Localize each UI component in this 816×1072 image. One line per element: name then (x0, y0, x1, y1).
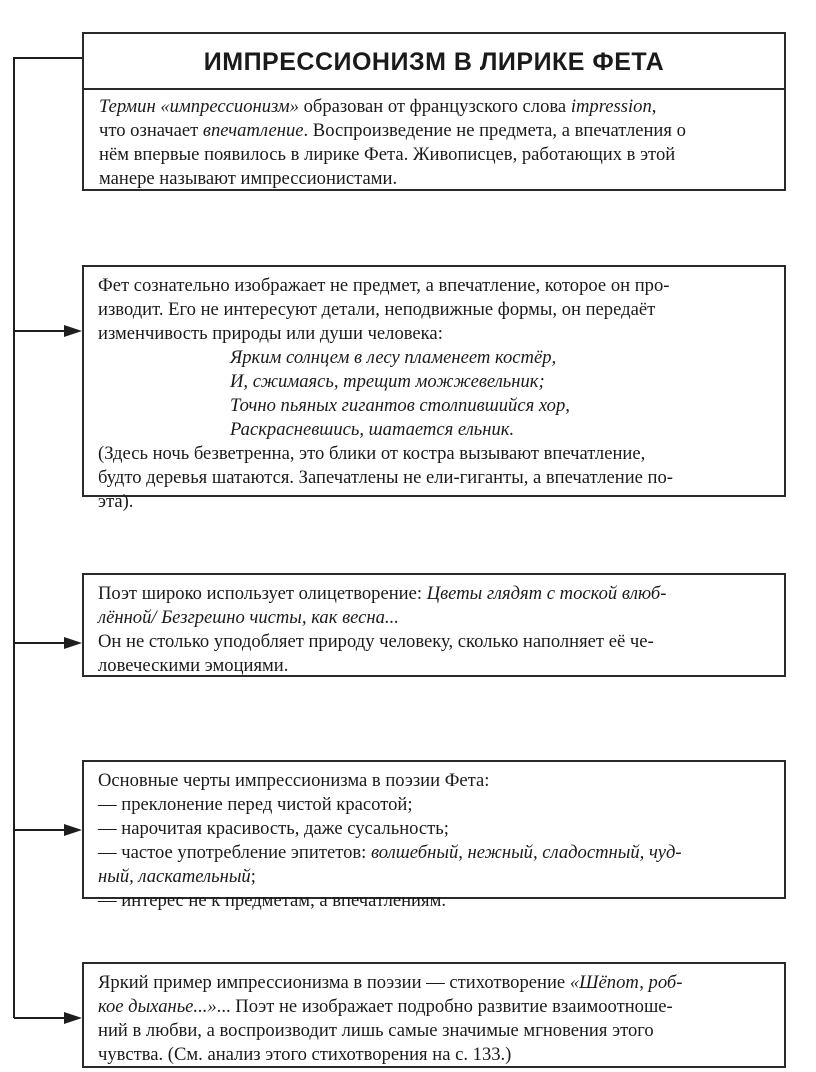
poem-quote (98, 346, 771, 442)
epithets-semicolon: ; (250, 866, 256, 887)
poem-title-1: «Шёпот, роб- (569, 972, 683, 993)
feature-item-4: — интерес не к предметам, а впечатлениям. (98, 890, 446, 911)
trunk-line (14, 58, 82, 1018)
b4-line-2 (98, 995, 771, 1019)
intro-line-4: манере называют импрессионистами. (99, 168, 398, 189)
intro-comma: , (651, 96, 657, 117)
term-italic: Термин «импрессионизм» (99, 96, 299, 117)
feature-item-1: — преклонение перед чистой красотой; (98, 794, 413, 815)
meaning-italic: впечатление (202, 120, 304, 141)
b4-text-2: ... Поэт не изображает подробно развитие взаимоотноше- (216, 996, 673, 1017)
b1-line-4: (Здесь ночь безветренна, это блики от костра вызывают впечатление, (98, 443, 646, 464)
b2-line-2 (98, 606, 771, 630)
b4-line-4: чувства. (См. анализ этого стихотворения на с. 133.) (98, 1044, 512, 1065)
epithets-1: волшебный, нежный, сладостный, чуд- (370, 842, 682, 863)
poem-line-2: И, сжимаясь, трещит можжевельник; (230, 371, 545, 392)
arrow-head-4 (64, 1012, 82, 1024)
arrow-head-2 (64, 637, 82, 649)
block-personification-text (84, 575, 784, 678)
intro-text-1: образован от французского слова (298, 96, 571, 117)
b2-line-3: Он не столько уподобляет природу человеку, сколько наполняет её че- (98, 631, 654, 652)
feature-item-3-text: — частое употребление эпитетов: (98, 842, 371, 863)
intro-line-3: нём впервые появилось в лирике Фета. Живописцев, работающих в этой (99, 144, 676, 165)
b4-line-3: ний в любви, а воспроизводит лишь самые значимые мгновения этого (98, 1020, 654, 1041)
poem-title-2: кое дыханье...» (98, 996, 217, 1017)
feature-item-3 (98, 841, 771, 865)
b1-line-2: изводит. Его не интересуют детали, неподвижные формы, он передаёт (98, 299, 656, 320)
impression-word: impression (570, 96, 652, 117)
block-personification (82, 573, 786, 677)
intro-text-3: что означает (99, 120, 203, 141)
feature-item-2: — нарочитая красивость, даже сусальность; (98, 818, 449, 839)
block-example (82, 962, 786, 1068)
b2-quote-2: лённой/ Безгрешно чисты, как весна... (98, 607, 399, 628)
b1-line-1: Фет сознательно изображает не предмет, а впечатление, которое он про- (98, 275, 670, 296)
block-example-text (84, 964, 784, 1067)
b1-line-5: будто деревья шатаются. Запечатлены не ели-гиганты, а впечатление по- (98, 467, 673, 488)
b2-text-1: Поэт широко использует олицетворение: (98, 583, 427, 604)
poem-line-3: Точно пьяных гигантов столпившийся хор, (230, 395, 570, 416)
block-perception (82, 265, 786, 512)
b2-line-1 (98, 582, 771, 606)
poem-line-1: Ярким солнцем в лесу пламенеет костёр, (230, 347, 557, 368)
b1-line-6: эта). (98, 491, 134, 512)
block-features-text (84, 762, 784, 913)
intro-text (84, 90, 784, 191)
arrow-head-3 (64, 824, 82, 836)
b4-line-1 (98, 971, 771, 995)
epithets-2: ный, ласкательный (98, 866, 251, 887)
title-box (82, 32, 786, 90)
features-heading: Основные черты импрессионизма в поэзии Фета: (98, 770, 490, 791)
arrow-head-1 (64, 325, 82, 337)
intro-line-2 (99, 119, 770, 143)
b2-line-4: ловеческими эмоциями. (98, 655, 289, 676)
b1-line-3: изменчивость природы или души человека: (98, 323, 443, 344)
intro-line-1 (99, 95, 770, 119)
b4-text-1: Яркий пример импрессионизма в поэзии — стихотворение (98, 972, 570, 993)
feature-item-3-cont (98, 865, 771, 889)
b2-quote-1: Цветы глядят с тоской влюб- (426, 583, 667, 604)
poem-line-4: Раскрасневшись, шатается ельник. (230, 419, 515, 440)
intro-text-4: . Воспроизведение не предмета, а впечатления о (303, 120, 686, 141)
block-features (82, 760, 786, 911)
page-title: ИМПРЕССИОНИЗМ В ЛИРИКЕ ФЕТА (203, 48, 665, 76)
block-perception-text (84, 267, 784, 514)
intro-box (82, 88, 786, 191)
